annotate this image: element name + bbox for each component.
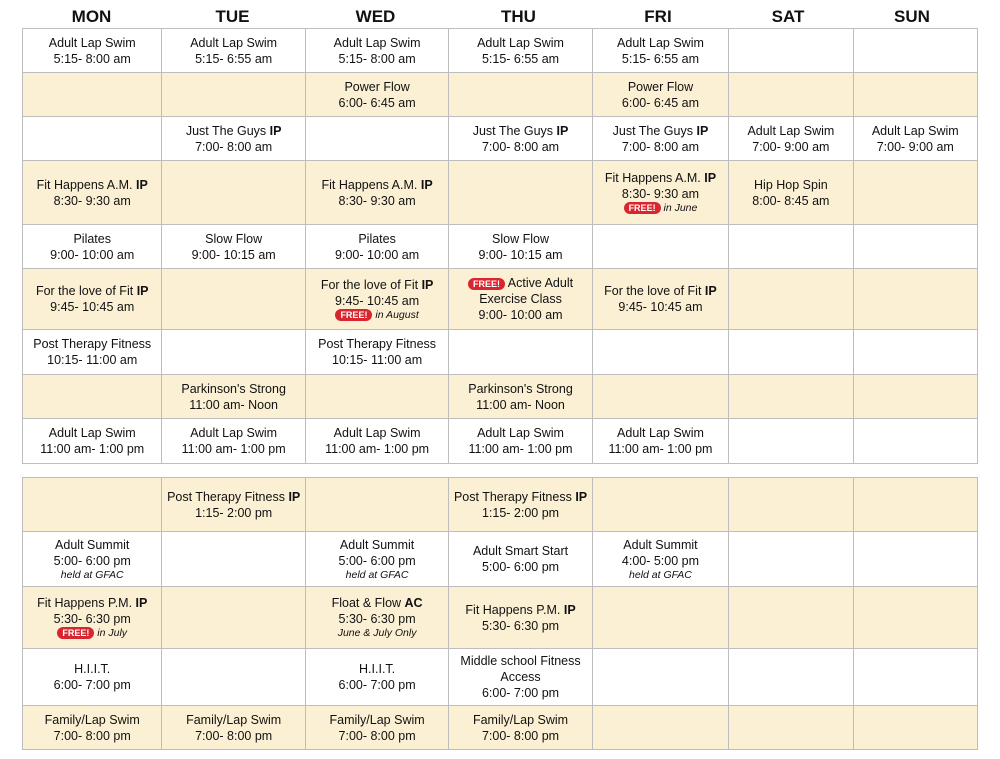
schedule-cell <box>853 532 977 587</box>
class-name: Middle school Fitness <box>460 654 581 668</box>
schedule-cell <box>729 587 853 649</box>
class-tag: IP <box>704 284 717 298</box>
class-name: Power Flow <box>344 79 410 94</box>
class-time: 8:00- 8:45 am <box>752 193 830 208</box>
schedule-cell <box>729 706 853 750</box>
day-header-tue: TUE <box>215 7 250 26</box>
class-time: 11:00 am- 1:00 pm <box>325 442 430 456</box>
schedule-cell <box>305 706 448 750</box>
class-name-continued: Exercise Class <box>479 292 562 306</box>
schedule-cell <box>23 375 162 419</box>
schedule-cell <box>729 161 853 225</box>
schedule-cell <box>305 478 448 532</box>
schedule-cell <box>162 225 305 269</box>
schedule-cell <box>449 649 592 706</box>
schedule-cell <box>853 587 977 649</box>
schedule-row <box>23 73 978 117</box>
class-tag: IP <box>556 123 569 138</box>
schedule-cell <box>449 269 592 330</box>
class-note: in July <box>97 627 128 639</box>
class-time: 6:00- 7:00 pm <box>53 678 131 692</box>
class-name: Just The Guys <box>612 123 693 138</box>
day-header-thu: THU <box>501 7 536 26</box>
day-header-wed: WED <box>355 7 396 26</box>
class-time: 5:15- 6:55 am <box>481 51 560 66</box>
class-tag: IP <box>288 489 301 504</box>
class-tag: AC <box>404 596 423 610</box>
schedule-cell <box>729 269 853 330</box>
class-name: Family/Lap Swim <box>329 712 425 727</box>
class-tag: IP <box>420 177 433 192</box>
class-name: For the love of Fit <box>320 277 419 292</box>
class-time: 9:00- 10:00 am <box>335 247 420 262</box>
schedule-cell <box>853 73 977 117</box>
schedule-cell <box>162 29 305 73</box>
class-name: Fit Happens A.M. <box>321 177 418 192</box>
class-name: Adult Lap Swim <box>617 426 704 440</box>
schedule-cell <box>853 330 977 375</box>
class-name: Hip Hop Spin <box>754 177 828 192</box>
class-time: 10:15- 11:00 am <box>332 353 423 367</box>
class-name: Parkinson's Strong <box>468 381 573 396</box>
schedule-cell <box>162 269 305 330</box>
schedule-cell <box>23 419 162 464</box>
free-badge: FREE! <box>468 278 505 290</box>
class-time: 9:00- 10:15 am <box>478 247 563 262</box>
schedule-cell <box>23 532 162 587</box>
schedule-row <box>23 649 978 706</box>
schedule-cell <box>853 269 977 330</box>
schedule-row <box>23 587 978 649</box>
schedule-cell <box>853 225 977 269</box>
class-time: 11:00 am- 1:00 pm <box>468 442 573 456</box>
schedule-cell <box>853 478 977 532</box>
schedule-cell <box>592 117 728 161</box>
schedule-cell <box>23 706 162 750</box>
class-name: Adult Lap Swim <box>48 35 136 50</box>
class-name: Family/Lap Swim <box>44 712 140 727</box>
schedule-row <box>23 330 978 375</box>
schedule-cell <box>592 532 728 587</box>
schedule-cell <box>853 419 977 464</box>
schedule-cell <box>853 706 977 750</box>
schedule-cell <box>305 330 448 375</box>
schedule-cell <box>592 73 728 117</box>
schedule-cell <box>162 419 305 464</box>
class-name: Family/Lap Swim <box>472 712 569 727</box>
schedule-cell <box>449 706 592 750</box>
schedule-cell <box>729 649 853 706</box>
schedule-cell <box>162 161 305 225</box>
schedule-cell <box>592 330 728 375</box>
schedule-cell <box>162 478 305 532</box>
class-name: Adult Lap Swim <box>333 426 421 440</box>
class-tag: IP <box>136 284 149 298</box>
class-note: held at GFAC <box>345 568 409 581</box>
schedule-cell <box>162 117 305 161</box>
class-time: 9:45- 10:45 am <box>50 300 135 314</box>
schedule-cell <box>853 375 977 419</box>
schedule-cell <box>449 161 592 225</box>
class-name: H.I.I.T. <box>74 662 111 676</box>
class-name: Power Flow <box>627 79 694 94</box>
class-name: Adult Lap Swim <box>48 426 136 440</box>
schedule-cell <box>305 161 448 225</box>
schedule-cell <box>162 375 305 419</box>
class-time: 10:15- 11:00 am <box>47 353 138 367</box>
free-badge: FREE! <box>57 627 94 639</box>
class-time: 5:15- 8:00 am <box>338 51 416 66</box>
schedule-cell <box>729 117 853 161</box>
schedule-row <box>23 161 978 225</box>
class-name: Pilates <box>73 231 111 246</box>
class-time: 5:30- 6:30 pm <box>338 612 416 626</box>
class-time: 5:30- 6:30 pm <box>481 618 560 633</box>
schedule-cell <box>729 375 853 419</box>
class-name: Adult Lap Swim <box>333 35 421 50</box>
class-note: held at GFAC <box>60 568 124 581</box>
schedule-cell <box>23 29 162 73</box>
schedule-cell <box>23 117 162 161</box>
schedule-row <box>23 375 978 419</box>
class-name: Adult Lap Swim <box>477 426 564 440</box>
class-note: in August <box>375 308 419 321</box>
schedule-cell <box>305 225 448 269</box>
schedule-cell <box>729 419 853 464</box>
class-name: Adult Lap Swim <box>190 35 278 50</box>
schedule-cell <box>729 532 853 587</box>
schedule-cell <box>449 478 592 532</box>
class-time: 11:00 am- 1:00 pm <box>40 442 145 456</box>
schedule-cell <box>162 706 305 750</box>
schedule-cell <box>592 29 728 73</box>
schedule-cell <box>23 330 162 375</box>
class-time: 5:15- 6:55 am <box>195 51 273 66</box>
class-name: Adult Lap Swim <box>871 123 959 138</box>
schedule-cell <box>305 532 448 587</box>
class-time: 7:00- 8:00 pm <box>338 728 416 743</box>
class-name: Just The Guys <box>472 123 554 138</box>
schedule-cell <box>23 73 162 117</box>
class-name: Adult Summit <box>55 537 130 552</box>
day-header-sat: SAT <box>771 7 805 26</box>
schedule-row <box>23 532 978 587</box>
class-time: 5:15- 6:55 am <box>621 51 700 66</box>
class-name: Fit Happens A.M. <box>36 177 133 192</box>
class-time: 5:15- 8:00 am <box>53 51 131 66</box>
schedule-row <box>23 478 978 532</box>
schedule-cell <box>729 73 853 117</box>
class-tag: IP <box>421 277 434 292</box>
schedule-cell <box>449 532 592 587</box>
class-time: 6:00- 7:00 pm <box>481 686 560 700</box>
schedule-cell <box>305 29 448 73</box>
class-name: Fit Happens A.M. <box>604 171 701 185</box>
schedule-cell <box>23 269 162 330</box>
class-time: 7:00- 9:00 am <box>752 139 830 154</box>
class-name: Post Therapy Fitness <box>318 337 437 351</box>
schedule-cell <box>23 478 162 532</box>
class-time: 9:00- 10:15 am <box>191 247 276 262</box>
free-badge: FREE! <box>624 202 661 214</box>
class-name: Parkinson's Strong <box>181 381 286 396</box>
schedule-row <box>23 29 978 73</box>
schedule-cell <box>23 161 162 225</box>
schedule-cell <box>449 587 592 649</box>
class-time: 7:00- 9:00 am <box>876 139 954 154</box>
class-tag: IP <box>696 123 709 138</box>
schedule-cell <box>592 375 728 419</box>
schedule-cell <box>449 375 592 419</box>
schedule-cell <box>729 330 853 375</box>
class-name: Post Therapy Fitness <box>33 337 152 351</box>
class-name: Adult Lap Swim <box>617 35 704 50</box>
class-name: Just The Guys <box>185 123 267 138</box>
class-time: 5:00- 6:00 pm <box>481 560 560 574</box>
class-name: Post Therapy Fitness <box>453 489 572 504</box>
class-time: 5:00- 6:00 pm <box>53 553 131 568</box>
class-name: Slow Flow <box>205 231 263 246</box>
day-header-sun: SUN <box>894 7 930 26</box>
schedule-cell <box>449 419 592 464</box>
day-header-row <box>22 6 978 28</box>
class-time: 9:45- 10:45 am <box>618 300 703 314</box>
schedule-cell <box>592 587 728 649</box>
class-tag: IP <box>135 177 148 192</box>
class-name: Post Therapy Fitness <box>167 489 285 504</box>
schedule-cell <box>23 649 162 706</box>
class-time: 8:30- 9:30 am <box>53 193 131 208</box>
schedule-cell <box>592 706 728 750</box>
class-time: 6:00- 6:45 am <box>338 95 416 110</box>
schedule-cell <box>305 375 448 419</box>
schedule-cell <box>592 419 728 464</box>
class-name: Fit Happens P.M. <box>465 602 561 617</box>
schedule-cell <box>305 419 448 464</box>
schedule-cell <box>729 225 853 269</box>
schedule-cell <box>592 269 728 330</box>
class-time: 7:00- 8:00 pm <box>53 728 131 743</box>
class-time: 4:00- 5:00 pm <box>621 553 700 568</box>
class-name: H.I.I.T. <box>359 662 396 676</box>
class-time: 11:00 am- Noon <box>476 397 565 412</box>
class-name: For the love of Fit <box>604 284 702 298</box>
class-time: 5:30- 6:30 pm <box>53 612 131 626</box>
schedule-cell <box>729 29 853 73</box>
class-time: 7:00- 8:00 am <box>195 139 273 154</box>
class-name: Active Adult <box>507 276 574 290</box>
schedule-row <box>23 225 978 269</box>
afternoon-schedule-table <box>22 477 978 750</box>
schedule-row <box>23 706 978 750</box>
schedule-cell <box>305 587 448 649</box>
schedule-cell <box>449 117 592 161</box>
class-name-continued: Access <box>500 670 541 684</box>
schedule-cell <box>729 478 853 532</box>
schedule-cell <box>305 117 448 161</box>
schedule-cell <box>592 478 728 532</box>
class-name: Adult Lap Swim <box>477 35 564 50</box>
class-name: Adult Summit <box>623 537 698 552</box>
schedule-cell <box>853 117 977 161</box>
class-name: Fit Happens P.M. <box>37 596 133 610</box>
class-name: Adult Summit <box>339 537 415 552</box>
schedule-cell <box>592 225 728 269</box>
class-time: 5:00- 6:00 pm <box>338 553 416 568</box>
schedule-cell <box>449 73 592 117</box>
schedule-cell <box>162 330 305 375</box>
class-tag: IP <box>563 602 576 617</box>
class-time: 6:00- 6:45 am <box>621 95 700 110</box>
schedule-cell <box>305 269 448 330</box>
class-time: 11:00 am- 1:00 pm <box>608 442 713 456</box>
class-time: 8:30- 9:30 am <box>621 187 700 201</box>
class-time: 7:00- 8:00 pm <box>481 728 560 743</box>
class-time: 8:30- 9:30 am <box>338 193 416 208</box>
class-note: in June <box>663 202 698 214</box>
class-note: held at GFAC <box>629 568 692 581</box>
class-time: 11:00 am- 1:00 pm <box>181 442 286 456</box>
class-time: 9:00- 10:00 am <box>50 247 135 262</box>
schedule-cell <box>449 225 592 269</box>
class-name: For the love of Fit <box>35 284 134 298</box>
schedule-cell <box>592 649 728 706</box>
class-time: 1:15- 2:00 pm <box>195 505 273 520</box>
morning-schedule-table <box>22 28 978 464</box>
class-name: Adult Lap Swim <box>190 426 278 440</box>
schedule-cell <box>592 161 728 225</box>
schedule-cell <box>449 330 592 375</box>
class-time: 9:00- 10:00 am <box>478 308 563 322</box>
class-time: 11:00 am- Noon <box>189 397 279 412</box>
schedule-row <box>23 269 978 330</box>
class-name: Family/Lap Swim <box>186 712 282 727</box>
day-header-fri: FRI <box>644 7 672 26</box>
class-tag: IP <box>575 489 588 504</box>
class-name: Float & Flow <box>331 596 402 610</box>
day-header-mon: MON <box>71 7 112 26</box>
class-name: Adult Smart Start <box>472 544 569 558</box>
schedule-cell <box>23 587 162 649</box>
class-tag: IP <box>135 596 148 610</box>
class-time: 7:00- 8:00 am <box>481 139 560 154</box>
schedule-cell <box>853 161 977 225</box>
schedule-row <box>23 419 978 464</box>
schedule-cell <box>853 29 977 73</box>
schedule-cell <box>853 649 977 706</box>
schedule-row <box>23 117 978 161</box>
schedule-cell <box>449 29 592 73</box>
class-time: 7:00- 8:00 pm <box>195 728 273 743</box>
schedule-cell <box>162 73 305 117</box>
class-name: Pilates <box>358 231 396 246</box>
class-tag: IP <box>704 171 717 185</box>
schedule-cell <box>305 73 448 117</box>
class-name: Adult Lap Swim <box>747 123 835 138</box>
schedule-cell <box>305 649 448 706</box>
class-tag: IP <box>269 123 282 138</box>
schedule-cell <box>162 587 305 649</box>
class-time: 7:00- 8:00 am <box>621 139 700 154</box>
class-time: 9:45- 10:45 am <box>335 293 420 308</box>
class-name: Slow Flow <box>492 231 550 246</box>
schedule-cell <box>162 649 305 706</box>
class-time: 1:15- 2:00 pm <box>481 505 560 520</box>
schedule-cell <box>162 532 305 587</box>
class-time: 6:00- 7:00 pm <box>338 678 416 692</box>
class-note: June & July Only <box>337 627 417 639</box>
free-badge: FREE! <box>335 309 372 321</box>
schedule-cell <box>23 225 162 269</box>
